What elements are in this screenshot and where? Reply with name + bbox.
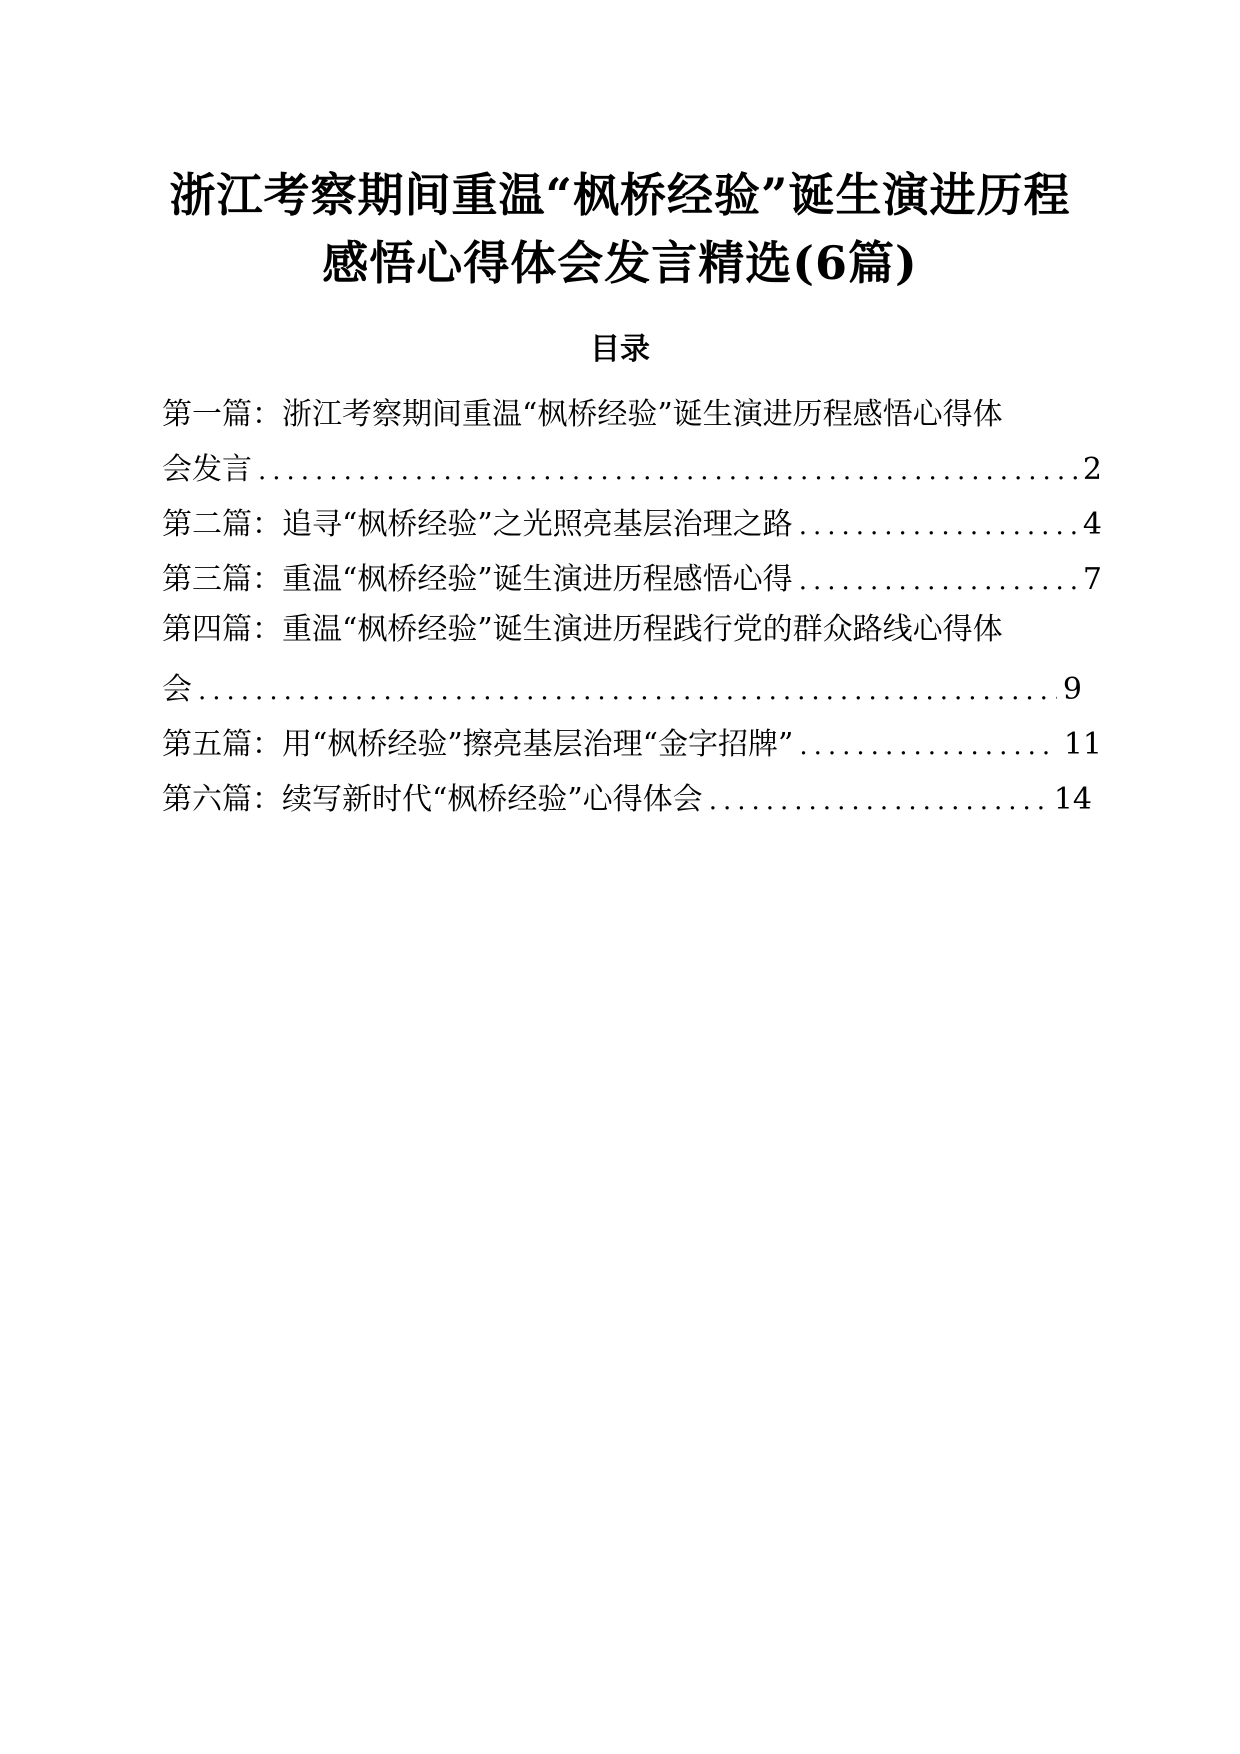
toc-leader-dots (258, 458, 1077, 484)
toc-entry-label: 会发言 (162, 452, 252, 487)
toc-entry-4-line-1[interactable] (162, 612, 1102, 647)
toc-entry-2[interactable] (162, 507, 1102, 542)
toc-entry-label: 第一篇：浙江考察期间重温“枫桥经验”诞生演进历程感悟心得体 (162, 397, 1003, 432)
toc-entry-label: 第三篇：重温“枫桥经验”诞生演进历程感悟心得 (162, 562, 793, 597)
toc-page-number: 11 (1063, 727, 1102, 762)
toc-leader-dots (799, 568, 1077, 594)
toc-page-number: 7 (1082, 562, 1102, 597)
toc-entry-1-line-2[interactable] (162, 452, 1102, 487)
toc-entry-4-line-2[interactable] (162, 672, 1082, 707)
toc-leader-dots (198, 678, 1057, 704)
toc-entry-label: 第五篇：用“枫桥经验”擦亮基层治理“金字招牌” (162, 727, 794, 762)
toc-entry-5[interactable] (162, 727, 1102, 762)
toc-entry-label: 第四篇：重温“枫桥经验”诞生演进历程践行党的群众路线心得体 (162, 612, 1003, 647)
toc-entry-label: 会 (162, 672, 192, 707)
toc-entry-label: 第六篇：续写新时代“枫桥经验”心得体会 (162, 782, 703, 817)
toc-entry-label: 第二篇：追寻“枫桥经验”之光照亮基层治理之路 (162, 507, 793, 542)
toc-leader-dots (799, 733, 1057, 759)
document-title-line-2: 感悟心得体会发言精选(6篇) (322, 236, 918, 290)
toc-entry-1-line-1[interactable] (162, 397, 1102, 432)
toc-page-number: 4 (1082, 507, 1102, 542)
toc-page-number: 2 (1082, 452, 1102, 487)
toc-page-number: 14 (1053, 782, 1092, 817)
toc-page-number: 9 (1062, 672, 1082, 707)
toc-leader-dots (799, 513, 1077, 539)
toc-leader-dots (709, 788, 1048, 814)
document-title-line-1: 浙江考察期间重温“枫桥经验”诞生演进历程 (169, 168, 1071, 222)
toc-entry-6[interactable] (162, 782, 1092, 817)
toc-heading: 目录 (590, 332, 650, 367)
toc-entry-3[interactable] (162, 562, 1102, 597)
